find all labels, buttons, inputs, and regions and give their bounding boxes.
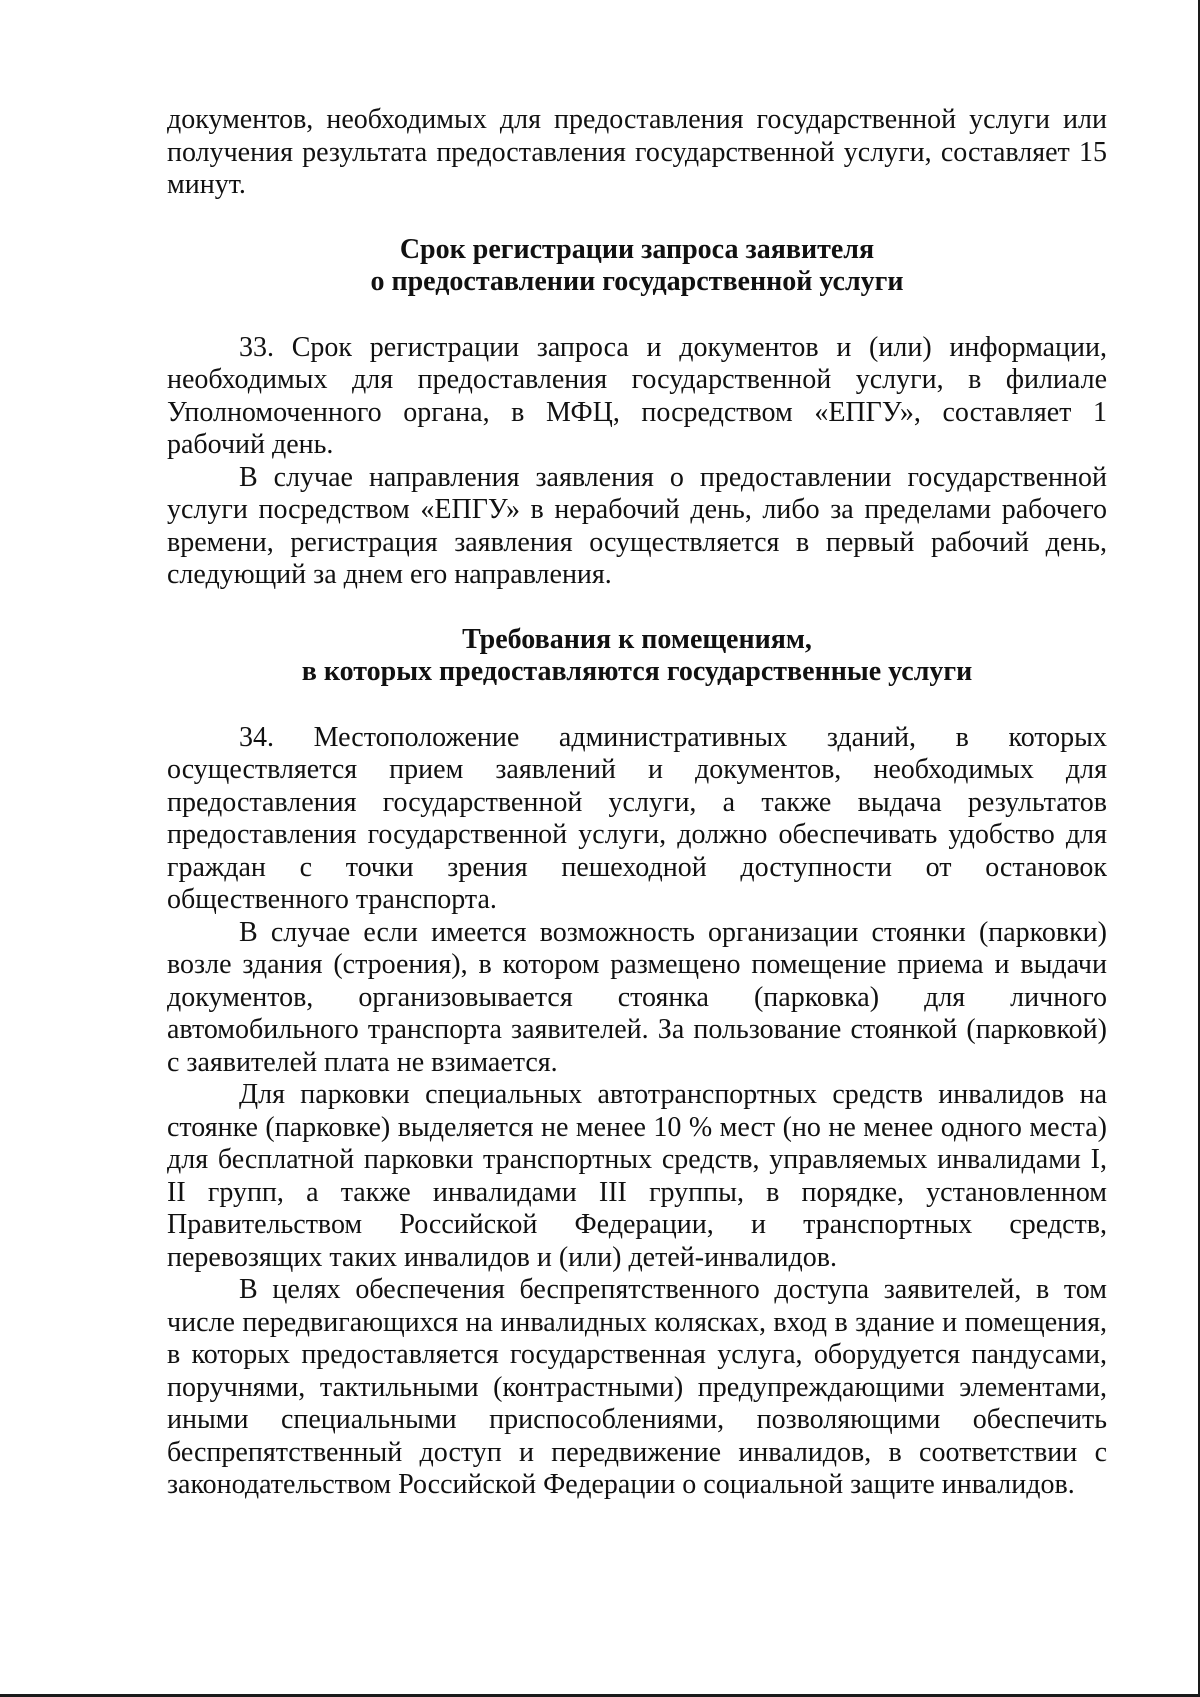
premises-heading-line-2: в которых предоставляются государственные услуги (301, 656, 973, 687)
paragraph-33-continuation: В случае направления заявления о предоставлении государственной услуги посредством «ЕПГУ» в нерабочий день, либо за пределами рабочего времени, регистрация заявления осуществляется в первый рабочий день, следующий за днем его направления. (167, 461, 1107, 590)
paragraph-33: 33. Срок регистрации запроса и документов и (или) информации, необходимых для предоставления государственной услуги, в филиале Уполномоченного органа, в МФЦ, посредством «ЕПГУ», составляет 1 рабочий день. (167, 331, 1107, 460)
document-body (167, 104, 1107, 1502)
premises-heading-line-1: Требования к помещениям, (462, 623, 812, 655)
intro-paragraph: документов, необходимых для предоставления государственной услуги или получения результата предоставления государственной услуги, составляет 15 минут. (167, 104, 1107, 200)
registration-heading-line-2: о предоставлении государственной услуги (370, 266, 904, 297)
premises-heading (167, 624, 1107, 689)
registration-heading-line-1: Срок регистрации запроса заявителя (399, 233, 875, 265)
paragraph-accessibility: В целях обеспечения беспрепятственного доступа заявителей, в том числе передвигающихся на инвалидных колясках, вход в здание и помещения, в которых предоставляется государственная услуга, оборудуется пандусами, поручнями, тактильными (контрастными) предупреждающими элементами, иными специальными приспособлениями, позволяющими обеспечить беспрепятственный доступ и передвижение инвалидов, в соответствии с законодательством Российской Федерации о социальной защите инвалидов. (167, 1274, 1107, 1500)
paragraph-disabled-parking: Для парковки специальных автотранспортных средств инвалидов на стоянке (парковке) выделяется не менее 10 % мест (но не менее одного места) для бесплатной парковки транспортных средств, управляемых инвалидами I, II групп, а также инвалидами III группы, в порядке, установленном Правительством Российской Федерации, и транспортных средств, перевозящих таких инвалидов и (или) детей-инвалидов. (167, 1079, 1107, 1273)
paragraph-34: 34. Местоположение административных зданий, в которых осуществляется прием заявлений и документов, необходимых для предоставления государственной услуги, а также выдача результатов предоставления государственной услуги, должно обеспечивать удобство для граждан с точки зрения пешеходной доступности от остановок общественного транспорта. (167, 721, 1107, 915)
registration-heading (167, 234, 1107, 299)
paragraph-parking: В случае если имеется возможность организации стоянки (парковки) возле здания (строения), в котором размещено помещение приема и выдачи документов, организовывается стоянка (парковка) для личного автомобильного транспорта заявителей. За пользование стоянкой (парковкой) с заявителей плата не взимается. (167, 916, 1107, 1078)
